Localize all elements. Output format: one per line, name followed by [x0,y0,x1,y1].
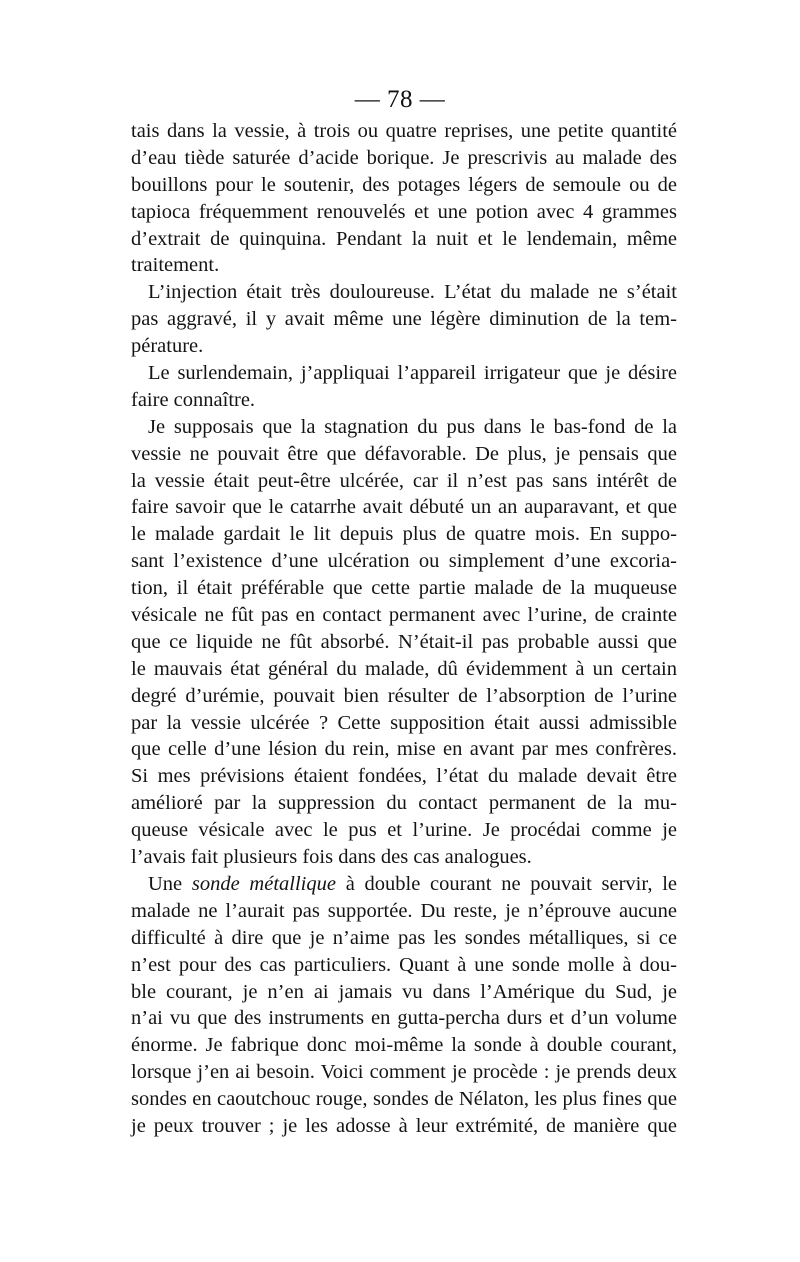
text-line: L’injection était très douloureuse. L’état du malade ne s’était [148,281,677,304]
text-line: n’ai vu que des instruments en gutta-percha durs et d’un volume [131,1007,677,1030]
text-line: que ce liquide ne fût absorbé. N’était-il pas probable aussi que [131,630,677,653]
text-line: l’avais fait plusieurs fois dans des cas analogues. [131,846,532,869]
page-number: — 78 — [354,86,446,113]
text-line: Le surlendemain, j’appliquai l’appareil irrigateur que je désire [148,362,677,385]
text-line: la vessie était peut-être ulcérée, car il n’est pas sans intérêt de [131,469,677,492]
text-line: malade ne l’aurait pas supportée. Du reste, je n’éprouve aucune [131,899,677,922]
text-line: lorsque j’en ai besoin. Voici comment je procède : je prends deux [131,1061,677,1084]
text-line: tais dans la vessie, à trois ou quatre reprises, une petite quantité [131,120,677,142]
text-line [131,871,677,898]
text-line: bouillons pour le soutenir, des potages légers de semoule ou de [131,173,677,196]
text-line: difficulté à dire que je n’aime pas les sondes métalliques, si ce [131,926,677,949]
text-line: queuse vésicale avec le pus et l’urine. Je procédai comme je [131,819,677,842]
text-line: vessie ne pouvait être que défavorable. De plus, je pensais que [131,442,677,465]
text-line: sondes en caoutchouc rouge, sondes de Nélaton, les plus fines que [131,1088,677,1111]
text-line: amélioré par la suppression du contact permanent de la mu- [131,792,677,815]
text-line: pas aggravé, il y avait même une légère diminution de la tem- [131,308,677,331]
text-line: pérature. [131,335,204,358]
text-line: ble courant, je n’en ai jamais vu dans l’Amérique du Sud, je [131,980,677,1003]
text-line: énorme. Je fabrique donc moi-même la sonde à double courant, [131,1034,677,1057]
body-text [131,118,677,1140]
text-line: tapioca fréquemment renouvelés et une potion avec 4 grammes [131,200,677,223]
text-line: vésicale ne fût pas en contact permanent avec l’urine, de crainte [131,604,677,627]
text-line: faire connaître. [131,388,256,411]
text-line: Je supposais que la stagnation du pus dans le bas-fond de la [148,415,677,438]
text-line: que celle d’une lésion du rein, mise en avant par mes confrères. [131,738,677,761]
text-line: tion, il était préférable que cette partie malade de la muqueuse [131,577,677,600]
text-line: Si mes prévisions étaient fondées, l’état du malade devait être [131,765,677,788]
text-run: à double courant ne pouvait servir, le [335,872,677,895]
text-line: faire savoir que le catarrhe avait débuté un an auparavant, et que [131,496,677,519]
text-line: traitement. [131,254,220,277]
italic-term: sonde métallique [191,872,336,895]
text-run: Une [148,872,192,895]
text-line: le mauvais état général du malade, dû évidemment à un certain [131,657,677,680]
text-line: sant l’existence d’une ulcération ou simplement d’une excoria- [131,550,677,573]
text-line: je peux trouver ; je les adosse à leur extrémité, de manière que [131,1114,677,1137]
text-line: d’extrait de quinquina. Pendant la nuit et le lendemain, même [131,227,677,250]
text-line: d’eau tiède saturée d’acide borique. Je prescrivis au malade des [131,146,677,169]
text-line: degré d’urémie, pouvait bien résulter de l’absorption de l’urine [131,684,677,707]
text-line: le malade gardait le lit depuis plus de quatre mois. En suppo- [131,523,677,546]
text-line: n’est pour des cas particuliers. Quant à une sonde molle à dou- [131,953,677,976]
text-line: par la vessie ulcérée ? Cette supposition était aussi admissible [131,711,677,734]
